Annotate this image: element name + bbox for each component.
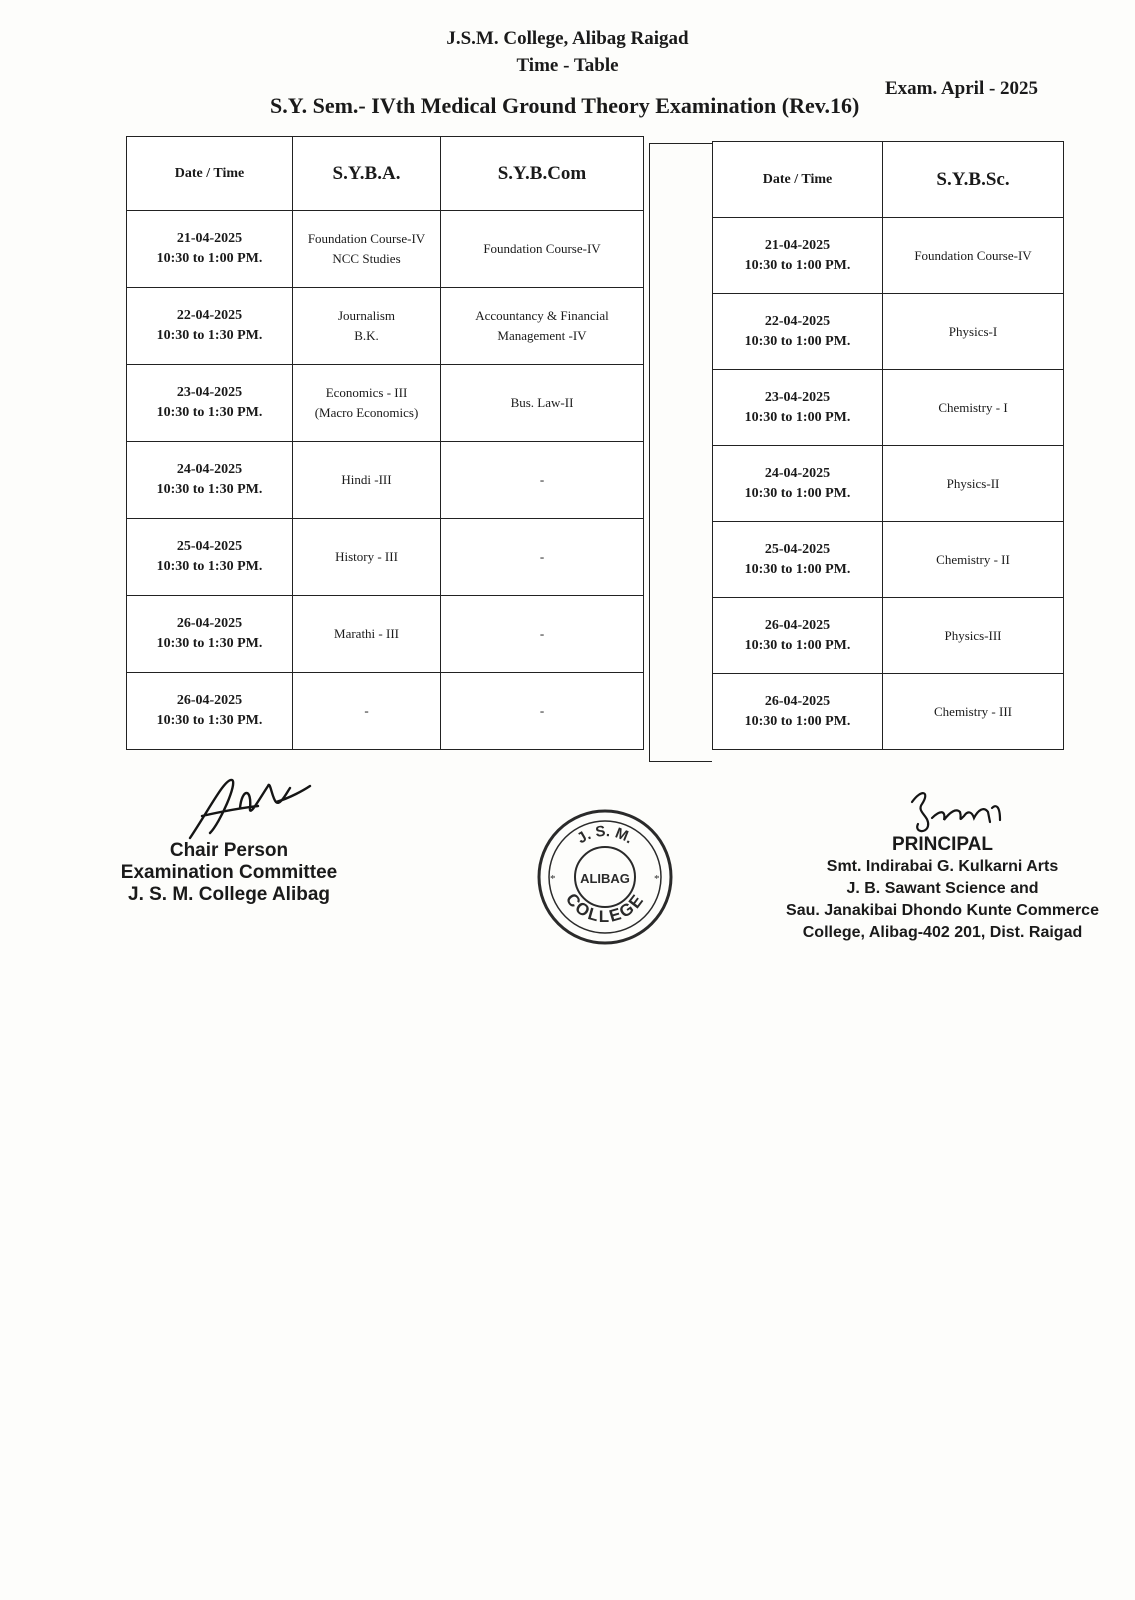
column-header-date: Date / Time (713, 142, 883, 218)
sybsc-subject-cell (883, 522, 1064, 598)
date-time-cell-line: 10:30 to 1:00 PM. (744, 485, 851, 501)
date-time-cell (713, 522, 883, 598)
date-time-cell (713, 294, 883, 370)
sybcom-subject-cell (441, 519, 644, 596)
date-time-cell (713, 370, 883, 446)
sybcom-subject-cell (441, 596, 644, 673)
date-time-cell-line: 10:30 to 1:00 PM. (744, 637, 851, 653)
table-row (127, 365, 644, 442)
sybsc-subject-cell (883, 446, 1064, 522)
date-time-cell-line: 23-04-2025 (764, 389, 831, 405)
date-time-cell-line: 10:30 to 1:30 PM. (156, 713, 263, 728)
table-row (127, 211, 644, 288)
sybcom-subject-cell (441, 288, 644, 365)
date-time-cell (127, 288, 293, 365)
syba-subject-cell (293, 211, 441, 288)
syba-subject-cell-line: Economics - III (325, 385, 408, 400)
date-time-cell-line: 26-04-2025 (176, 616, 243, 631)
date-time-cell-line: 10:30 to 1:30 PM. (156, 559, 263, 574)
sybcom-subject-cell (441, 442, 644, 519)
date-time-cell-line: 26-04-2025 (764, 693, 831, 709)
timetable-syba-sybcom (126, 136, 644, 750)
column-header-date: Date / Time (127, 137, 293, 211)
principal-signature (900, 782, 1020, 842)
timetable-sybsc (712, 141, 1064, 750)
date-time-cell (127, 673, 293, 750)
sybsc-subject-cell-line: Physics-III (944, 627, 1002, 643)
table-row (127, 442, 644, 519)
date-time-cell-line: 22-04-2025 (176, 308, 243, 323)
sybcom-subject-cell-line: Bus. Law-II (510, 395, 574, 410)
sybcom-subject-cell-line: - (539, 472, 545, 487)
date-time-cell-line: 10:30 to 1:30 PM. (156, 636, 263, 651)
date-time-cell (127, 365, 293, 442)
chairperson-college: J. S. M. College Alibag (128, 884, 330, 905)
sybcom-subject-cell (441, 211, 644, 288)
table-row (713, 598, 1064, 674)
syba-subject-cell-line: (Macro Economics) (314, 405, 419, 420)
sybsc-subject-cell-line: Foundation Course-IV (914, 247, 1032, 263)
date-time-cell-line: 25-04-2025 (764, 541, 831, 557)
syba-subject-cell (293, 519, 441, 596)
sybcom-subject-cell-line: - (539, 549, 545, 564)
principal-block (770, 834, 1115, 944)
syba-subject-cell-line: Marathi - III (334, 626, 399, 641)
chairperson-title: Chair Person (169, 840, 289, 861)
syba-subject-cell-line: - (364, 703, 369, 718)
sybcom-subject-cell-line: - (539, 626, 545, 641)
exam-period: Exam. April - 2025 (885, 78, 1039, 99)
date-time-cell (127, 211, 293, 288)
chairperson-signature (180, 768, 320, 848)
sybsc-subject-cell (883, 218, 1064, 294)
sybsc-subject-cell-line: Chemistry - I (938, 399, 1008, 415)
table-header-row (127, 137, 644, 211)
sybcom-subject-cell-line: Management -IV (497, 328, 587, 343)
table-row (713, 370, 1064, 446)
syba-subject-cell (293, 288, 441, 365)
column-header-sybcom: S.Y.B.Com (441, 137, 644, 211)
sybcom-subject-cell-line: Foundation Course-IV (483, 241, 601, 256)
syba-subject-cell (293, 365, 441, 442)
date-time-cell-line: 24-04-2025 (764, 465, 831, 481)
svg-text:ALIBAG: ALIBAG (580, 871, 630, 886)
chairperson-block (114, 840, 344, 906)
date-time-cell-line: 10:30 to 1:00 PM. (156, 251, 263, 266)
date-time-cell-line: 10:30 to 1:00 PM. (744, 713, 851, 729)
sybsc-subject-cell (883, 674, 1064, 750)
date-time-cell-line: 23-04-2025 (176, 385, 243, 400)
syba-subject-cell-line: History - III (335, 549, 398, 564)
date-time-cell-line: 10:30 to 1:30 PM. (156, 328, 263, 343)
syba-subject-cell-line: Foundation Course-IV (307, 231, 426, 246)
chairperson-committee: Examination Committee (120, 862, 338, 883)
sybsc-subject-cell-line: Chemistry - III (934, 703, 1012, 719)
date-time-cell (127, 519, 293, 596)
date-time-cell-line: 21-04-2025 (764, 237, 831, 253)
date-time-cell-line: 25-04-2025 (176, 539, 243, 554)
date-time-cell-line: 10:30 to 1:30 PM. (156, 482, 263, 497)
date-time-cell (713, 598, 883, 674)
syba-subject-cell-line: Hindi -III (341, 472, 392, 487)
principal-line-1: Smt. Indirabai G. Kulkarni Arts (826, 858, 1059, 875)
syba-subject-cell-line: Journalism (337, 308, 396, 323)
table-row (713, 218, 1064, 294)
date-time-cell (127, 596, 293, 673)
svg-text:*: * (654, 873, 660, 885)
table-row (127, 288, 644, 365)
table-separator (649, 143, 712, 762)
column-header-syba: S.Y.B.A. (293, 137, 441, 211)
sybsc-subject-cell-line: Chemistry - II (936, 551, 1010, 567)
principal-line-2: J. B. Sawant Science and (846, 880, 1039, 897)
syba-subject-cell-line: NCC Studies (332, 251, 401, 266)
sybsc-subject-cell-line: Physics-I (948, 323, 998, 339)
date-time-cell (713, 674, 883, 750)
table-row (127, 673, 644, 750)
sybsc-subject-cell-line: Physics-II (946, 475, 1000, 491)
college-name: J.S.M. College, Alibag Raigad (446, 28, 689, 49)
sybcom-subject-cell-line: Accountancy & Financial (475, 308, 609, 323)
sybsc-subject-cell (883, 294, 1064, 370)
date-time-cell-line: 10:30 to 1:00 PM. (744, 257, 851, 273)
date-time-cell-line: 10:30 to 1:00 PM. (744, 409, 851, 425)
table-row (127, 519, 644, 596)
college-stamp (536, 808, 674, 946)
date-time-cell (713, 446, 883, 522)
syba-subject-cell (293, 442, 441, 519)
column-header-sybsc: S.Y.B.Sc. (883, 142, 1064, 218)
principal-line-3: Sau. Janakibai Dhondo Kunte Commerce (786, 902, 1099, 919)
principal-line-4: College, Alibag-402 201, Dist. Raigad (802, 924, 1083, 941)
svg-text:COLLEGE: COLLEGE (561, 889, 649, 927)
date-time-cell-line: 22-04-2025 (764, 313, 831, 329)
table-row (713, 674, 1064, 750)
sybsc-subject-cell (883, 370, 1064, 446)
date-time-cell-line: 10:30 to 1:00 PM. (744, 561, 851, 577)
table-row (713, 294, 1064, 370)
document-title: S.Y. Sem.- IVth Medical Ground Theory Examination (Rev.16) (270, 93, 860, 118)
sybcom-subject-cell-line: - (539, 703, 545, 718)
date-time-cell-line: 24-04-2025 (176, 462, 243, 477)
syba-subject-cell (293, 673, 441, 750)
date-time-cell-line: 21-04-2025 (176, 231, 243, 246)
date-time-cell-line: 26-04-2025 (764, 617, 831, 633)
syba-subject-cell-line: B.K. (354, 328, 379, 343)
table-row (127, 596, 644, 673)
date-time-cell (713, 218, 883, 294)
document-subtitle: Time - Table (516, 55, 619, 76)
svg-text:J. S. M.: J. S. M. (574, 822, 637, 848)
table-row (713, 522, 1064, 598)
syba-subject-cell (293, 596, 441, 673)
date-time-cell (127, 442, 293, 519)
svg-text:*: * (550, 873, 556, 885)
date-time-cell-line: 10:30 to 1:00 PM. (744, 333, 851, 349)
sybcom-subject-cell (441, 673, 644, 750)
date-time-cell-line: 26-04-2025 (176, 693, 243, 708)
table-row (713, 446, 1064, 522)
table-header-row (713, 142, 1064, 218)
sybcom-subject-cell (441, 365, 644, 442)
date-time-cell-line: 10:30 to 1:30 PM. (156, 405, 263, 420)
sybsc-subject-cell (883, 598, 1064, 674)
principal-title: PRINCIPAL (892, 834, 993, 855)
